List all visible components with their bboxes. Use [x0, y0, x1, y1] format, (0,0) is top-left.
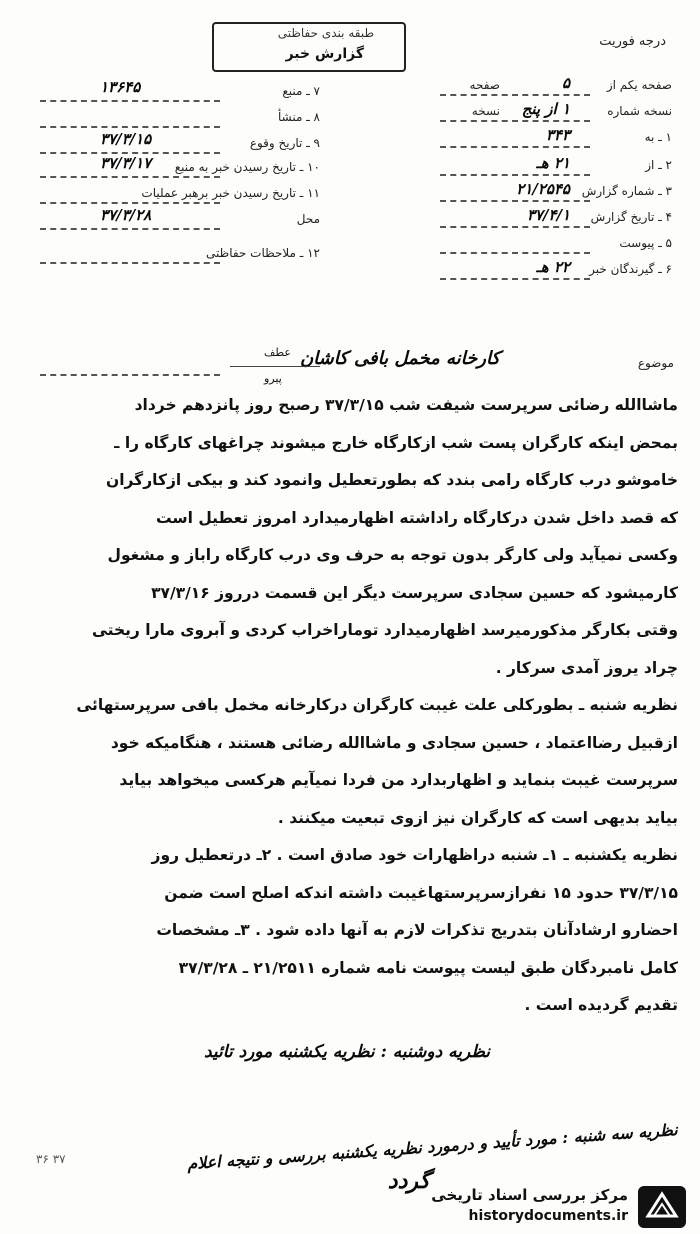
- body-line: بیاید بدیهی است که کارگران نیز ازوی تبعیت میکنند .: [277, 809, 678, 827]
- right-field-label: صفحه یکم از: [606, 78, 672, 92]
- right-field-label: ۶ ـ گیرندگان خبر: [589, 262, 672, 276]
- body-line: احضارو ارشادآنان بتدریج تذکرات لازم به آنها داده شود . ۳ـ مشخصات: [156, 921, 678, 939]
- right-field-suffix: نسخه: [471, 104, 500, 118]
- subject-label: موضوع: [637, 356, 674, 370]
- right-field-label: ۱ ـ به: [644, 130, 672, 144]
- watermark-site: historydocuments.ir: [468, 1208, 628, 1224]
- body-line: بمحض اینکه کارگران پست شب ازکارگاه خارج میشوند چراغهای کارگاه را ـ: [114, 434, 678, 452]
- right-field-label: ۲ ـ از: [645, 158, 672, 172]
- body-line: خاموشو درب کارگاه رامی بندد که بطورتعطیل وانمود کند و بیکی ازکارگران: [106, 471, 678, 489]
- right-field-value: ۱ از پنج: [521, 100, 570, 118]
- ref-top-label: عطف: [264, 346, 291, 359]
- right-field-value: ۲۱/۲۵۴۵: [516, 180, 570, 198]
- body-line: نظریه یکشنبه ـ ۱ـ شنبه دراظهارات خود صادق است . ۲ـ درتعطیل روز: [151, 846, 678, 864]
- left-field-label: ۱۲ ـ ملاحظات حفاظتی: [206, 246, 320, 260]
- left-field-label: ۱۰ ـ تاریخ رسیدن خبر به منبع: [174, 160, 320, 174]
- left-field-value: ۳۷/۳/۱۵: [100, 130, 152, 148]
- priority-label: درجه فوریت: [599, 34, 666, 49]
- classification-stamp: [212, 22, 406, 72]
- margin-note: ۳۶ ۳۷: [36, 1152, 66, 1166]
- right-field-label: ۴ ـ تاریخ گزارش: [590, 210, 672, 224]
- left-field-value: ۳۷/۳/۱۷: [100, 154, 152, 172]
- body-line: چراد یروز آمدی سرکار .: [495, 659, 678, 677]
- body-line: ازقبیل رضااعتماد ، حسین سجادی و ماشاالله رضائی هستند ، هنگامیکه خود: [110, 734, 678, 752]
- subject-value: کارخانه مخمل بافی کاشان: [299, 348, 500, 369]
- body-line: ۳۷/۳/۱۵ حدود ۱۵ نفرازسرپرستهاغیبت داشته اندکه اصلح است ضمن: [164, 884, 678, 902]
- body-line: تقدیم گردیده است .: [524, 996, 678, 1014]
- left-field-label: ۹ ـ تاریخ وقوع: [249, 136, 320, 150]
- left-field-value: ۱۳۶۴۵: [100, 78, 141, 96]
- right-field-value: ۵: [561, 74, 570, 92]
- report-title: گزارش خبر: [285, 46, 364, 62]
- archive-logo-icon: [638, 1186, 686, 1228]
- watermark-org: مرکز بررسی اسناد تاریخی: [431, 1186, 628, 1204]
- right-field-label: ۵ ـ پیوست: [619, 236, 672, 250]
- right-field-value: ۲۱ هـ: [536, 154, 570, 172]
- body-line: کامل نامبردگان طبق لیست پیوست نامه شماره ۲۱/۲۵۱۱ ـ ۳۷/۳/۲۸: [178, 959, 678, 977]
- right-field-suffix: صفحه: [469, 78, 500, 92]
- note-tuesday-cont: گردد: [387, 1168, 430, 1194]
- left-field-label: محل: [296, 212, 320, 226]
- left-field-label: ۱۱ ـ تاریخ رسیدن خبر برهبر عملیات: [141, 186, 320, 200]
- left-field-label: ۷ ـ منبع: [282, 84, 320, 98]
- right-field-value: ۲۲ هـ: [536, 258, 570, 276]
- right-field-value: ۳۴۳: [545, 126, 570, 144]
- body-line: کارمیشود که حسین سجادی سرپرست دیگر این قسمت درروز ۳۷/۳/۱۶: [151, 584, 678, 602]
- classification-label: طبقه بندی حفاظتی: [277, 26, 374, 40]
- right-field-label: ۳ ـ شماره گزارش: [581, 184, 672, 198]
- body-line: وکسی نمیآید ولی کارگر بدون توجه به حرف وی درب کارگاه راباز و مشغول: [107, 546, 678, 564]
- note-tuesday: نظریه سه شنبه : مورد تأیید و درمورد نظریه یکشنبه بررسی و نتیجه اعلام: [187, 1120, 679, 1174]
- body-line: سرپرست غیبت بنماید و اظهاربدارد من فردا نمیآیم هرکسی میخواهد بیاید: [119, 771, 678, 789]
- note-monday: نظریه دوشنبه : نظریه یکشنبه مورد تائید: [203, 1042, 490, 1062]
- left-field-value: ۳۷/۳/۲۸: [100, 206, 152, 224]
- body-line: وقتی بکارگر مذکورمیرسد اظهارمیدارد توماراخراب کردی و آبروی مارا ریختی: [91, 621, 678, 639]
- ref-bottom-label: پیرو: [264, 372, 282, 385]
- body-line: که قصد داخل شدن درکارگاه راداشته اظهارمیدارد امروز تعطیل است: [155, 509, 678, 527]
- left-field-label: ۸ ـ منشأ: [277, 110, 320, 124]
- right-field-label: نسخه شماره: [607, 104, 672, 118]
- right-field-value: ۳۷/۴/۱: [526, 206, 570, 224]
- body-line: ماشاالله رضائی سرپرست شیفت شب ۳۷/۳/۱۵ رصبح روز پانزدهم خرداد: [134, 396, 678, 414]
- body-line: نظریه شنبه ـ بطورکلی علت غیبت کارگران درکارخانه مخمل بافی سرپرستهائی: [76, 696, 678, 714]
